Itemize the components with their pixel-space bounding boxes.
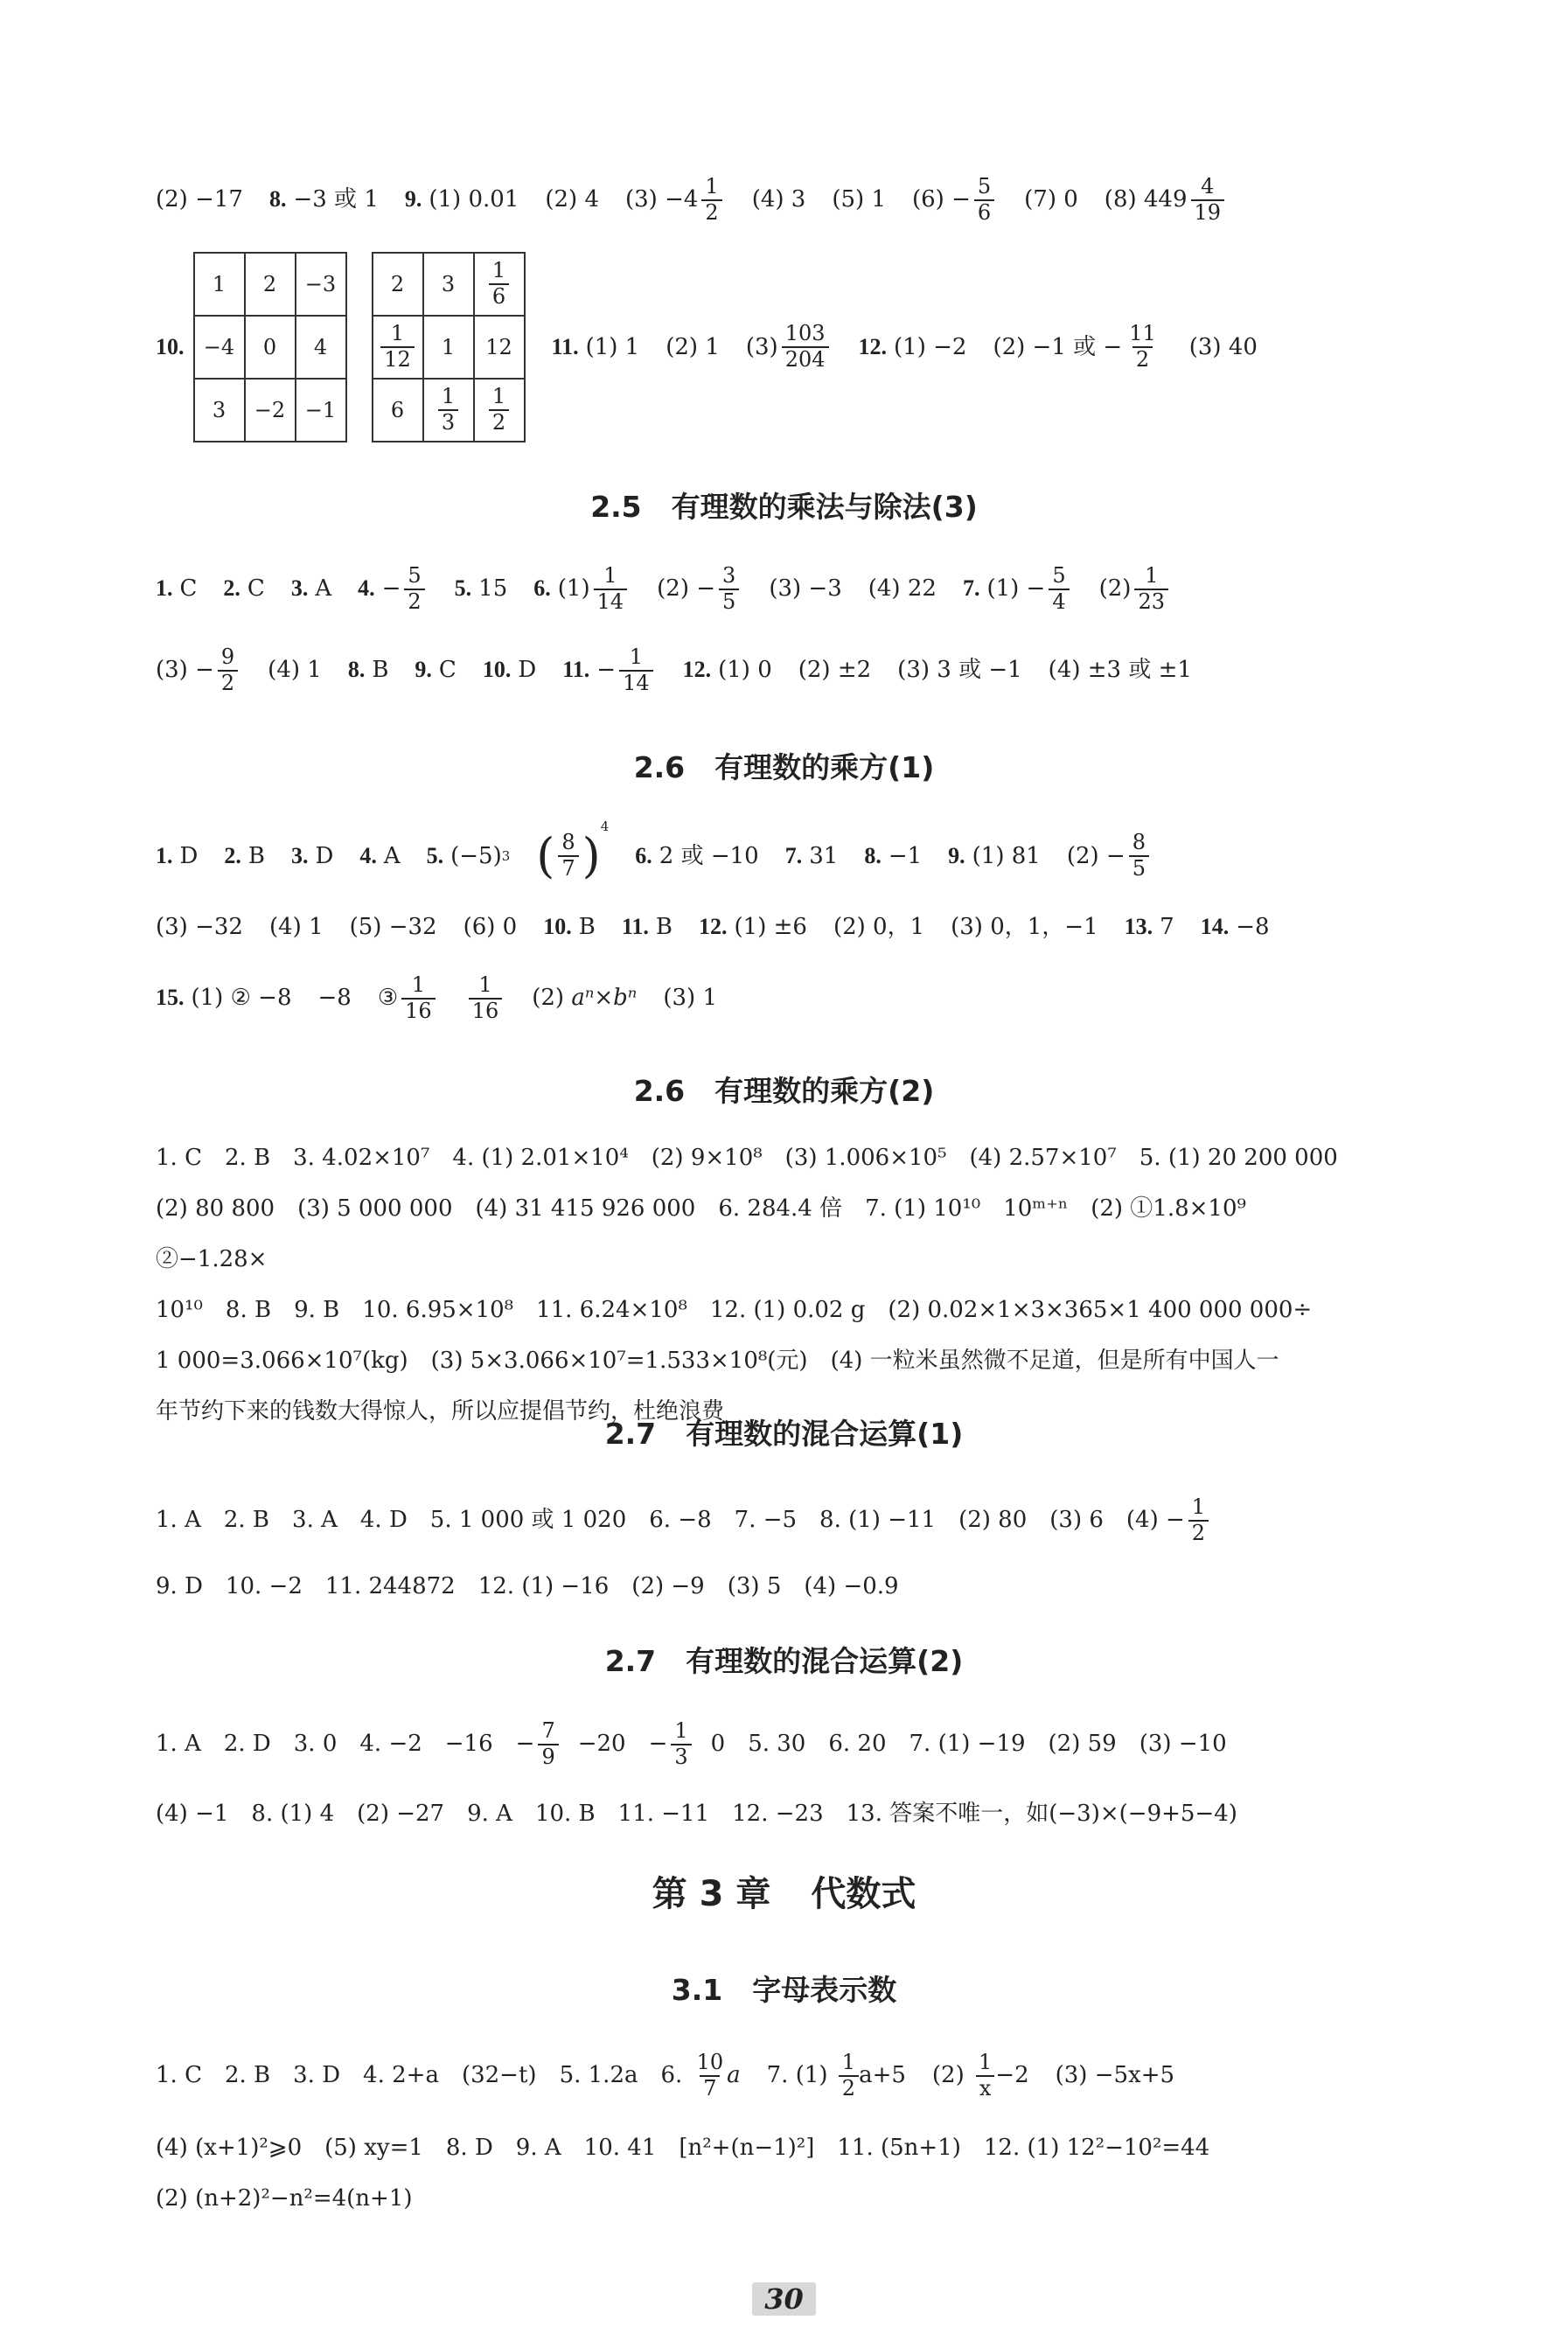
fraction [438,385,458,435]
grid-cell: −4 [194,316,245,379]
answer: (5) 1 [832,186,886,213]
answer-item [405,185,519,214]
answer: (4) 3 [751,186,806,213]
answer-item [156,645,241,695]
text: 15. [156,985,185,1011]
text: (2) ±2 [798,657,872,684]
text: 9 [220,644,235,669]
text: 2. [223,575,240,602]
text: 1 [411,972,426,997]
text: 有理数的混合运算(2) [686,1644,964,1678]
text: 12. [699,914,728,939]
text: 第 3 章 [652,1874,771,1914]
grid-cell: 12 [474,316,525,379]
text: (6) 0 [463,914,518,940]
answer-item [358,564,429,614]
text: 7. [784,842,803,868]
text: D [179,842,199,869]
text: 1 [441,384,456,409]
text: 23 [1134,589,1168,615]
section-title: 有理数的乘法与除法(3) [671,490,978,524]
answer-item [455,575,508,603]
text: 14 [619,670,653,696]
answer-line [156,2051,1437,2101]
fraction [1191,175,1225,225]
grid-cell: 2 [245,253,296,316]
grid-cell [373,316,423,379]
text: 7 [1160,914,1174,940]
text: x [976,2075,995,2101]
text: 5 [408,563,422,588]
text: 10¹⁰ 8. B 9. B 10. 6.95×10⁸ 11. 6.24×10⁸ 12. (1) 0.02 g (2) 0.02×1×3×365×1 400 000 000÷ [156,1297,1313,1323]
fraction [538,1719,558,1769]
answer-item [622,913,672,942]
answer-line [156,564,1437,614]
answer-item [1099,564,1172,614]
text: 2 [839,2075,859,2101]
fraction [671,1719,691,1769]
text: 6 [489,283,509,310]
text: (5) −32 [349,914,437,940]
fraction [1188,1495,1209,1545]
section-heading [0,484,1568,526]
answer-item [699,913,807,942]
text: 3 [722,563,736,588]
fraction [782,322,829,372]
text: 1 [603,563,617,588]
grid-cell: 2 [373,253,423,316]
text: 10. [482,657,512,683]
text: (2) [931,2062,965,2089]
text: 字母表示数 [752,1973,897,2007]
answer-item [948,842,1041,871]
grid-cell: 3 [423,253,474,316]
text: 3.1 [671,1973,723,2007]
text: (1) 81 [972,842,1041,869]
section-number: 2.5 [590,490,642,524]
fraction [974,175,994,225]
answer: (1) 1 [585,333,640,360]
answer: (3) [745,333,778,360]
text: 5 [1129,855,1149,881]
text: 1 [478,972,492,997]
text: 2 [1132,346,1153,373]
text: 7 [700,2075,720,2101]
text: 2 [489,409,509,435]
fraction [1125,322,1160,372]
text: 8. [347,657,366,683]
text: (3) −32 [156,914,243,940]
answer-item [359,842,400,871]
answer-item [864,842,922,871]
answer-item [224,842,265,871]
answer-item [625,175,726,225]
question-number: 9. [404,186,422,212]
answer-item [1125,913,1174,942]
grid-cell: −2 [245,379,296,442]
text: 1 [1191,1494,1206,1519]
text: 5 [977,174,992,199]
text: (2) (n+2)²−n²=4(n+1) [156,2185,413,2212]
answer-item [348,656,389,685]
answer-item [1105,175,1228,225]
answer: (1) −2 [894,333,967,360]
text: 4. [359,842,377,868]
text: 2.6 [633,750,686,784]
answer-item [156,984,292,1013]
text: (1) ±6 [734,914,807,940]
answer-item [963,564,1073,614]
answer-item [291,575,331,603]
fraction [401,973,436,1023]
text: 10. [543,914,572,939]
section-heading [0,745,1568,786]
text: (3) 0，1，−1 [951,914,1098,940]
answer: (6) − [911,186,971,213]
text: 16 [401,998,436,1024]
text: 4 [1201,174,1215,199]
answer-item [562,645,656,695]
answer-item [223,575,264,603]
magic-square-grids [193,252,526,442]
section-heading [0,1639,1568,1680]
answer-item [415,656,456,685]
text: 1 [979,2050,993,2074]
text: B [247,842,265,869]
text: 11. [621,914,649,939]
fraction [489,385,509,435]
fraction [469,973,503,1023]
text: 1. [156,842,173,868]
text: (1) [557,575,590,603]
text: 2 [404,589,424,615]
answer-item [291,842,333,871]
text: 1 000=3.066×10⁷(kg) (3) 5×3.066×10⁷=1.533×10⁸(元) (4) 一粒米虽然微不足道，但是所有中国人一 [156,1348,1279,1374]
text: 2.7 [604,1417,657,1451]
fraction [1129,831,1149,881]
text: 1. A 2. D 3. 0 4. −2 −16 − [156,1731,535,1758]
grid-cell: 1 [423,316,474,379]
text: 5 [1052,563,1066,588]
answer-paragraph [156,1132,1367,1437]
text: 1. A 2. B 3. A 4. D 5. 1 000 或 1 020 6. −8 7. −5 8. (1) −11 (2) 80 (3) 6 (4) − [156,1507,1185,1534]
section-heading [0,1069,1568,1110]
text: (2) 80 800 (3) 5 000 000 (4) 31 415 926 000 6. 284.4 倍 7. (1) 10¹⁰ 10ᵐ⁺ⁿ (2) ①1.8×10⁹ ②−1.28× [156,1195,1269,1272]
section-heading [0,1411,1568,1453]
text: (4) 22 [868,575,937,603]
answer: (2) −1 或 − [993,333,1123,360]
answer-item [657,564,742,614]
answer-item [746,322,833,372]
answer-item [269,185,379,214]
text: 7. [962,575,980,602]
fraction [1134,564,1168,614]
answer: (2) −17 [156,186,243,213]
text: 31 [809,842,839,869]
text: 2.6 [633,1074,686,1108]
text: − [381,575,401,603]
text: 9. D 10. −2 11. 244872 12. (1) −16 (2) −9 (3) 5 (4) −0.9 [156,1573,899,1599]
fraction [619,645,653,695]
magic-square-1 [193,252,347,442]
page-number [0,2282,1568,2316]
text: (4) 1 [268,657,322,684]
fraction [693,2051,728,2101]
text: 1 [1145,563,1159,588]
text: 9. [948,842,965,868]
answer: (2) 1 [666,333,720,360]
text: −8 [317,985,352,1012]
answer-item [1067,831,1153,881]
text: 103 [784,321,826,346]
text: 7 [558,855,578,881]
answer-line [156,819,1437,886]
text: (3) 3 或 −1 [897,657,1022,684]
section-heading [0,1968,1568,2009]
answer-item [465,973,506,1023]
text: 3 [671,1744,691,1770]
text: 10 [696,2050,724,2074]
text: 6 [974,199,994,226]
fraction [218,645,238,695]
text: D [315,842,334,869]
text: − [596,657,617,684]
text: ③ [377,985,399,1012]
text: 有理数的混合运算(1) [686,1417,964,1451]
text: −8 [1236,914,1270,940]
text: 4. [358,575,375,602]
text: 8. [864,842,882,868]
text: −1 [888,842,923,869]
text: a [727,2062,741,2089]
text: (1) 0 [718,657,772,684]
fraction [404,564,424,614]
answer-item [635,842,758,871]
question-number: 11. [551,333,579,359]
answer-item [912,175,998,225]
answer-item [1201,913,1270,942]
answer: (1) 0.01 [429,186,519,213]
text: 有理数的乘方(2) [714,1074,935,1108]
text: 16 [469,998,503,1024]
text: 1 [390,321,405,346]
text: 11 [1129,321,1156,346]
answer-item [532,984,637,1013]
text: (4) (x+1)²⩾0 (5) xy=1 8. D 9. A 10. 41 [n²+(n−1)²] 11. (5n+1) 12. (1) 12²−10²=44 [156,2135,1210,2161]
answer-item [378,973,439,1023]
answer-line-1 [156,175,1437,225]
text: 3. [290,842,309,868]
text: 8 [1132,830,1146,855]
fraction [701,175,721,225]
text: 12. [682,657,712,683]
text: (1) − [986,575,1046,603]
text: (3) − [156,657,214,684]
text: (2) [1098,575,1132,603]
answer-line [156,2184,1437,2213]
grid-cell: −1 [296,379,346,442]
text: (1) ② −8 [191,985,292,1012]
text: 2 [218,670,238,696]
text: 1. [156,575,173,602]
answer-line-2 [156,252,1437,442]
text: 8 [561,830,575,855]
text: 2.7 [604,1644,657,1678]
text: 204 [782,346,829,373]
text: 1 [674,1718,688,1743]
fraction [594,564,628,614]
text: (−5) [450,842,502,869]
question-number: 10. [156,333,185,359]
grid-cell [474,253,525,316]
answer-item [552,333,640,362]
text: aⁿ×bⁿ [571,985,638,1012]
text: 7. (1) [766,2062,828,2089]
answer-line [156,973,1437,1023]
text: 6. [635,842,652,868]
grid-cell: 3 [194,379,245,442]
text: (3) −5x+5 [1055,2062,1175,2089]
text: 有理数的乘方(1) [714,750,935,784]
fraction [558,831,578,881]
text: 年节约下来的钱数大得惊人，所以应提倡节约，杜绝浪费 [156,1398,725,1425]
chapter-heading [0,1866,1568,1916]
text: 2. [224,842,241,868]
question-number: 8. [268,186,287,212]
answer-item [683,656,772,685]
text: 1. C 2. B 3. 4.02×10⁷ 4. (1) 2.01×10⁴ (2) 9×10⁸ (3) 1.006×10⁵ (4) 2.57×10⁷ 5. (1) 20 200 000 [156,1145,1338,1171]
text: −20 − [577,1731,668,1758]
text: (2) − [1066,842,1125,869]
fraction [839,2051,859,2101]
answer: −3 或 1 [293,186,379,213]
text: 1 [705,174,719,199]
text: 30 [752,2282,816,2316]
answer-item: ( $\frac{8}{7}$ ) 4 [536,819,610,883]
text: 13. [1124,914,1153,939]
text: 1 [629,644,643,669]
grid-cell: 0 [245,316,296,379]
answer-item [156,842,198,871]
fraction [719,564,739,614]
text: (4) 1 [268,914,324,940]
text: 19 [1191,199,1225,226]
text: a+5 [859,2062,906,2089]
grid-cell: −3 [296,253,346,316]
text: C [247,575,265,603]
text: 0 5. 30 6. 20 7. (1) −19 (2) 59 (3) −10 [710,1731,1227,1758]
text: (2) 0，1 [833,914,925,940]
answer-line [156,645,1437,695]
text: 4 [1049,589,1069,615]
text: B [372,657,389,684]
answer: (7) 0 [1024,186,1078,213]
answer-line [156,1719,1437,1769]
text: 5. [454,575,472,602]
answer: (8) 449 [1104,186,1188,213]
text: 5 [719,589,739,615]
answer-line [156,913,1437,942]
text: (2) [532,985,565,1012]
text: 1. C 2. B 3. D 4. 2+a (32−t) 5. 1.2a 6. [156,2062,683,2089]
answer: (2) 4 [545,186,599,213]
text: C [438,657,456,684]
text: B [655,914,673,940]
text: 9. [415,657,432,683]
text: 14. [1200,914,1230,939]
fraction [975,2051,995,2101]
fraction [380,322,415,372]
fraction [489,259,509,309]
answer-item [993,322,1162,372]
answer-item [156,575,197,603]
grid-cell: 4 [296,316,346,379]
text: D [518,657,537,684]
answer-line [156,1572,1437,1601]
text: (4) −1 8. (1) 4 (2) −27 9. A 10. B 11. −11 12. −23 13. 答案不唯一，如(−3)×(−9+5−4) [156,1801,1237,1827]
text: 11. [562,657,590,683]
text: (3) 1 [663,985,717,1012]
question-number: 12. [858,333,888,359]
grid-cell [423,379,474,442]
answer-line [156,1800,1437,1829]
text: A [315,575,332,603]
text: 1 [491,258,506,283]
text: 14 [594,589,628,615]
answer-item [483,656,536,685]
text: 3 [438,409,458,435]
text: (4) ±3 或 ±1 [1048,657,1192,684]
grid-cell: 6 [373,379,423,442]
text: 15 [478,575,508,603]
text: B [578,914,596,940]
answer-item [543,913,596,942]
text: (2) − [657,575,716,603]
magic-square-2 [372,252,526,442]
text: 9 [538,1744,558,1770]
text: 2 [1188,1520,1209,1546]
text: 2 或 −10 [659,842,759,869]
text: A [383,842,401,869]
answer-item: 5. (−5) 3 [426,842,511,869]
text: 1 [491,384,506,409]
text: 代数式 [811,1874,916,1914]
grid-cell: 1 [194,253,245,316]
answer-item [785,842,839,871]
answer-line [156,2134,1437,2163]
text: 12 [380,346,415,373]
text: 6. [533,575,551,602]
fraction [1049,564,1069,614]
text: −2 [995,2062,1029,2089]
answer-item [533,564,631,614]
answer: (3) −4 [625,186,699,213]
text: 1 [841,2050,856,2074]
text: 3. [290,575,309,602]
text: 7 [541,1718,555,1743]
grid-cell [474,379,525,442]
text: (3) −3 [769,575,842,603]
answer: (3) 40 [1188,333,1258,360]
text: 5. [426,842,444,868]
answer-line [156,1495,1437,1545]
answer-item [859,333,967,362]
text: C [179,575,198,603]
text: 2 [701,199,721,226]
